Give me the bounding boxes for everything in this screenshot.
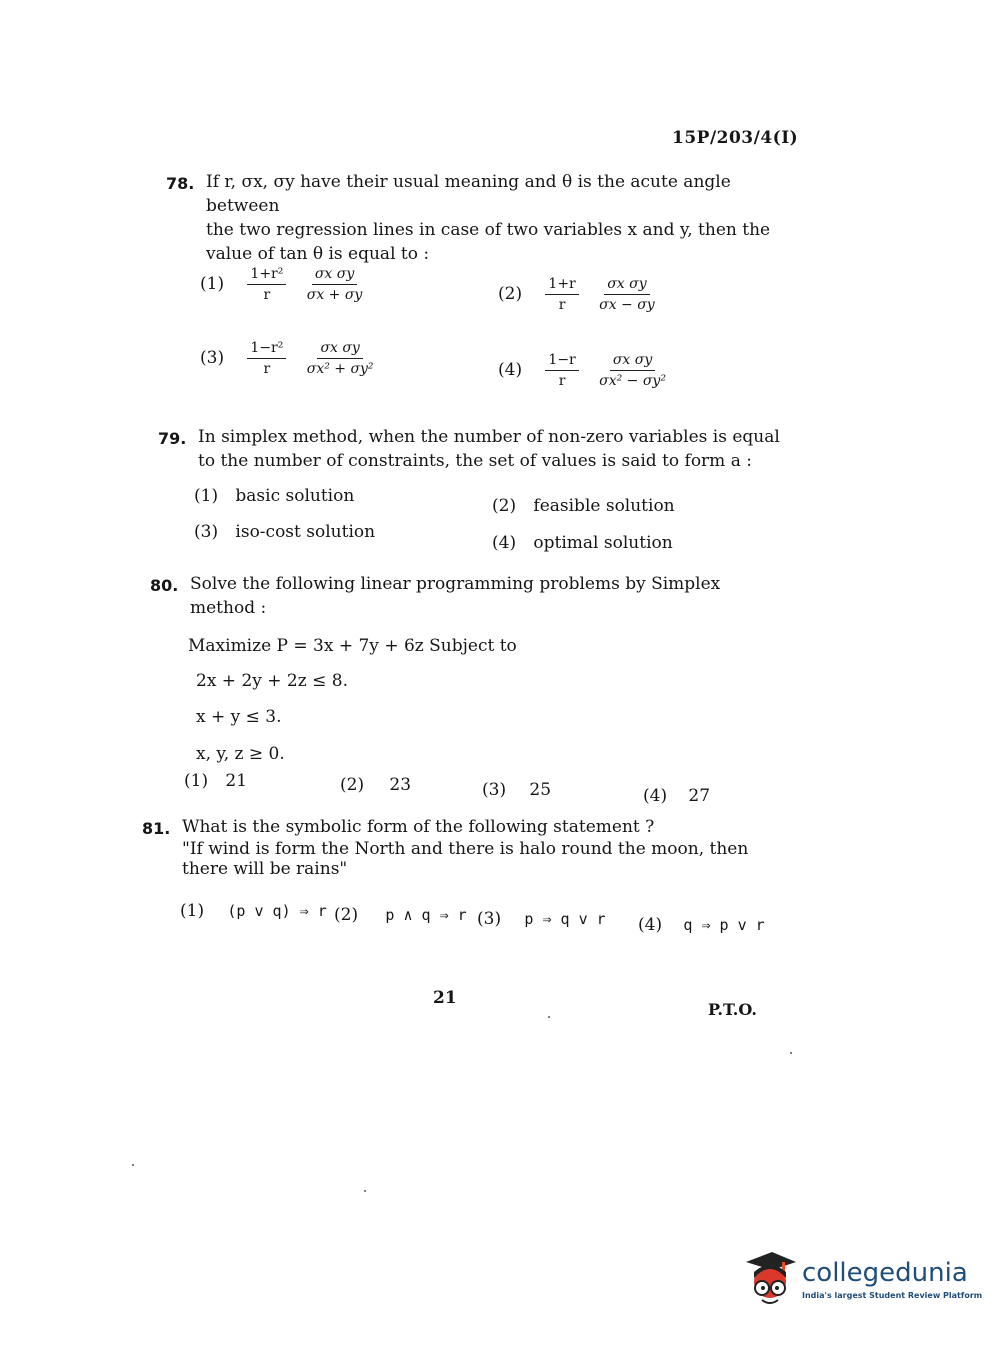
option-81-4[interactable] — [638, 915, 765, 935]
option-78-1[interactable] — [200, 266, 371, 303]
question-text-line: to the number of constraints, the set of values is said to form a : — [198, 451, 752, 471]
option-text: 23 — [389, 775, 412, 795]
brand-name: collegedunia — [802, 1257, 968, 1288]
question-text-line: value of tan θ is equal to : — [206, 244, 430, 264]
option-number: (4) — [492, 533, 517, 553]
collegedunia-logo — [742, 1248, 982, 1310]
option-text: optimal solution — [533, 533, 673, 553]
option-number: (2) — [498, 284, 523, 304]
option-78-4[interactable] — [498, 352, 675, 389]
option-number: (1) — [194, 486, 219, 506]
option-80-4[interactable] — [643, 786, 710, 806]
fraction: $\frac{\text{σx σy}}{\sigma x - \sigma y}$ — [599, 276, 655, 313]
fraction: $\frac{\text{1−r²}}{r}$ — [247, 340, 286, 377]
question-text-line: "If wind is form the North and there is halo round the moon, then — [182, 839, 749, 859]
option-79-1[interactable] — [194, 486, 354, 506]
question-number: 81. — [142, 819, 171, 838]
option-text: 27 — [688, 786, 711, 806]
option-text: q ⇒ p v r — [683, 916, 765, 934]
option-text: 21 — [225, 771, 248, 791]
option-number: (4) — [638, 915, 663, 935]
option-number: (4) — [498, 360, 523, 380]
fraction: $\frac{1+r}{r}$ — [545, 276, 578, 313]
objective-function: Maximize P = 3x + 7y + 6z Subject to — [188, 636, 517, 656]
fraction: $\frac{\text{1+r²}}{r}$ — [247, 266, 286, 303]
pto-label: P.T.O. — [708, 1000, 757, 1019]
fraction: $\frac{\text{σx σy}}{\text{σx² + σy²}}$ — [306, 340, 374, 377]
question-text-line: In simplex method, when the number of non-zero variables is equal — [198, 427, 780, 447]
option-text: basic solution — [235, 486, 355, 506]
option-number: (3) — [482, 780, 507, 800]
brand-tagline: India's largest Student Review Platform — [802, 1290, 983, 1300]
option-number: (2) — [334, 905, 359, 925]
question-number: 80. — [150, 576, 179, 595]
option-number: (4) — [643, 786, 668, 806]
option-79-4[interactable] — [492, 533, 673, 553]
option-81-2[interactable] — [334, 905, 467, 925]
scan-speck — [132, 1164, 134, 1166]
option-text: feasible solution — [533, 496, 675, 516]
option-80-3[interactable] — [482, 780, 551, 800]
question-text-line: Solve the following linear programming problems by Simplex — [190, 574, 721, 594]
question-text-line: method : — [190, 598, 267, 618]
option-78-2[interactable] — [498, 276, 664, 313]
question-79 — [158, 425, 798, 473]
question-number: 79. — [158, 429, 187, 448]
question-78 — [166, 170, 806, 266]
option-80-1[interactable] — [184, 771, 247, 791]
option-number: (3) — [477, 909, 502, 929]
fraction: $\frac{\text{σx σy}}{\text{σx² − σy²}}$ — [599, 352, 666, 389]
question-text-line: What is the symbolic form of the following statement ? — [182, 817, 655, 837]
scan-speck — [790, 1052, 792, 1054]
question-80 — [150, 572, 790, 620]
question-text-line: If r, σx, σy have their usual meaning and θ is the acute angle between — [206, 172, 731, 216]
option-text: p ∧ q ⇒ r — [385, 906, 467, 924]
constraint: x + y ≤ 3. — [196, 707, 282, 727]
option-80-2[interactable] — [340, 775, 411, 795]
option-number: (2) — [492, 496, 517, 516]
option-text: 25 — [529, 780, 552, 800]
question-text-line: the two regression lines in case of two variables x and y, then the — [206, 220, 771, 240]
option-number: (1) — [180, 901, 205, 921]
question-81 — [142, 815, 782, 879]
option-81-3[interactable] — [477, 909, 606, 929]
option-text: (p v q) ⇒ r — [227, 902, 327, 920]
fraction: $\frac{1-r}{r}$ — [545, 352, 578, 389]
fraction: $\frac{\text{σx σy}}{\sigma x + \sigma y}$ — [306, 266, 363, 303]
option-number: (2) — [340, 775, 365, 795]
option-79-2[interactable] — [492, 496, 675, 516]
option-number: (1) — [200, 274, 225, 294]
scan-speck — [364, 1190, 366, 1192]
option-text: iso-cost solution — [235, 522, 376, 542]
mascot-icon — [742, 1248, 800, 1310]
constraint: x, y, z ≥ 0. — [196, 744, 285, 764]
paper-code: 15P/203/4(I) — [672, 128, 799, 148]
question-text-line: there will be rains" — [182, 859, 348, 879]
option-number: (3) — [194, 522, 219, 542]
option-number: (1) — [184, 771, 209, 791]
scan-speck — [548, 1016, 550, 1018]
constraint: 2x + 2y + 2z ≤ 8. — [196, 671, 348, 691]
question-number: 78. — [166, 174, 195, 193]
option-number: (3) — [200, 348, 225, 368]
option-79-3[interactable] — [194, 522, 375, 542]
option-81-1[interactable] — [180, 901, 327, 921]
option-text: p ⇒ q v r — [524, 910, 606, 928]
page-number: 21 — [433, 988, 457, 1008]
option-78-3[interactable] — [200, 340, 383, 377]
